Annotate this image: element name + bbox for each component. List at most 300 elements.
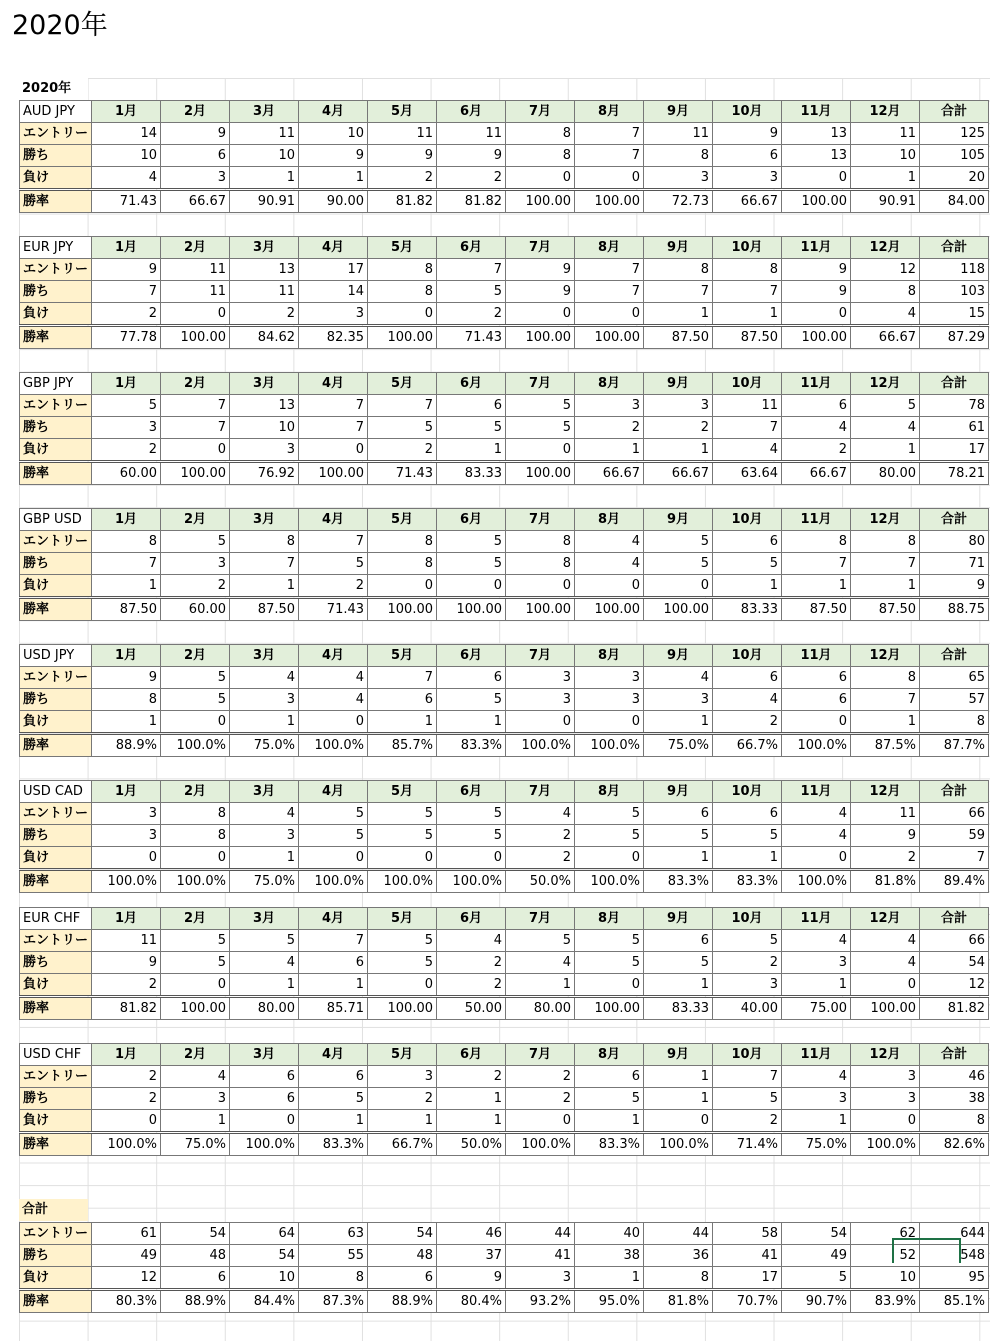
value-cell[interactable]: 36 <box>644 1245 713 1267</box>
value-cell[interactable]: 9 <box>851 825 920 847</box>
value-cell[interactable]: 60.00 <box>92 462 161 485</box>
value-cell[interactable]: 5 <box>575 1088 644 1110</box>
value-cell[interactable]: 2 <box>506 825 575 847</box>
value-cell[interactable]: 60.00 <box>161 598 230 621</box>
value-cell[interactable]: 5 <box>575 803 644 825</box>
month-header-cell[interactable]: 6月 <box>437 373 506 395</box>
row-label-cell[interactable]: エントリー <box>20 531 92 553</box>
month-header-cell[interactable]: 合計 <box>920 908 989 930</box>
value-cell[interactable]: 40 <box>575 1223 644 1245</box>
value-cell[interactable]: 11 <box>230 281 299 303</box>
value-cell[interactable]: 3 <box>644 167 713 190</box>
month-header-cell[interactable]: 8月 <box>575 373 644 395</box>
month-header-cell[interactable]: 合計 <box>920 237 989 259</box>
value-cell[interactable]: 5 <box>368 803 437 825</box>
value-cell[interactable]: 6 <box>713 531 782 553</box>
value-cell[interactable]: 125 <box>920 123 989 145</box>
row-label-cell[interactable]: 勝率 <box>20 870 92 893</box>
value-cell[interactable]: 63 <box>299 1223 368 1245</box>
value-cell[interactable]: 2 <box>713 711 782 734</box>
value-cell[interactable]: 87.50 <box>644 326 713 349</box>
value-cell[interactable]: 4 <box>230 803 299 825</box>
value-cell[interactable]: 0 <box>437 575 506 598</box>
value-cell[interactable]: 5 <box>368 417 437 439</box>
value-cell[interactable]: 11 <box>161 259 230 281</box>
value-cell[interactable]: 3 <box>506 667 575 689</box>
value-cell[interactable]: 80.00 <box>230 997 299 1020</box>
value-cell[interactable]: 100.00 <box>782 326 851 349</box>
value-cell[interactable]: 0 <box>851 1110 920 1133</box>
month-header-cell[interactable]: 1月 <box>92 101 161 123</box>
month-header-cell[interactable]: 9月 <box>644 1044 713 1066</box>
value-cell[interactable]: 2 <box>506 1088 575 1110</box>
month-header-cell[interactable]: 12月 <box>851 237 920 259</box>
value-cell[interactable]: 6 <box>782 395 851 417</box>
value-cell[interactable]: 75.0% <box>230 870 299 893</box>
value-cell[interactable]: 100.00 <box>575 598 644 621</box>
value-cell[interactable]: 6 <box>368 689 437 711</box>
value-cell[interactable]: 7 <box>713 1066 782 1088</box>
value-cell[interactable]: 0 <box>299 847 368 870</box>
row-label-cell[interactable]: 勝ち <box>20 417 92 439</box>
month-header-cell[interactable]: 6月 <box>437 237 506 259</box>
value-cell[interactable]: 5 <box>437 689 506 711</box>
month-header-cell[interactable]: 5月 <box>368 781 437 803</box>
row-label-cell[interactable]: 負け <box>20 1267 92 1290</box>
value-cell[interactable]: 2 <box>437 167 506 190</box>
value-cell[interactable]: 17 <box>920 439 989 462</box>
value-cell[interactable]: 0 <box>506 303 575 326</box>
value-cell[interactable]: 7 <box>368 667 437 689</box>
value-cell[interactable]: 52 <box>851 1245 920 1267</box>
value-cell[interactable]: 5 <box>506 395 575 417</box>
month-header-cell[interactable]: 3月 <box>230 908 299 930</box>
value-cell[interactable]: 83.3% <box>437 734 506 757</box>
value-cell[interactable]: 3 <box>713 167 782 190</box>
month-header-cell[interactable]: 1月 <box>92 373 161 395</box>
month-header-cell[interactable]: 1月 <box>92 908 161 930</box>
value-cell[interactable]: 4 <box>713 439 782 462</box>
value-cell[interactable]: 9 <box>506 281 575 303</box>
value-cell[interactable]: 2 <box>713 952 782 974</box>
value-cell[interactable]: 58 <box>713 1223 782 1245</box>
value-cell[interactable]: 95 <box>920 1267 989 1290</box>
value-cell[interactable]: 11 <box>230 123 299 145</box>
month-header-cell[interactable]: 合計 <box>920 509 989 531</box>
value-cell[interactable]: 87.50 <box>782 598 851 621</box>
value-cell[interactable]: 66 <box>920 930 989 952</box>
month-header-cell[interactable]: 4月 <box>299 645 368 667</box>
value-cell[interactable]: 5 <box>437 803 506 825</box>
value-cell[interactable]: 1 <box>851 439 920 462</box>
value-cell[interactable]: 5 <box>161 667 230 689</box>
value-cell[interactable]: 548 <box>920 1245 989 1267</box>
value-cell[interactable]: 82.35 <box>299 326 368 349</box>
value-cell[interactable]: 81.8% <box>851 870 920 893</box>
value-cell[interactable]: 3 <box>299 303 368 326</box>
value-cell[interactable]: 71.43 <box>368 462 437 485</box>
value-cell[interactable]: 81.82 <box>920 997 989 1020</box>
month-header-cell[interactable]: 5月 <box>368 908 437 930</box>
pair-name-cell[interactable]: USD CAD <box>20 781 92 803</box>
value-cell[interactable]: 81.82 <box>92 997 161 1020</box>
value-cell[interactable]: 0 <box>575 575 644 598</box>
value-cell[interactable]: 8 <box>368 281 437 303</box>
value-cell[interactable]: 2 <box>437 1066 506 1088</box>
month-header-cell[interactable]: 8月 <box>575 237 644 259</box>
value-cell[interactable]: 4 <box>230 667 299 689</box>
value-cell[interactable]: 8 <box>920 711 989 734</box>
value-cell[interactable]: 4 <box>92 167 161 190</box>
value-cell[interactable]: 100.00 <box>851 997 920 1020</box>
value-cell[interactable]: 4 <box>299 689 368 711</box>
value-cell[interactable]: 44 <box>644 1223 713 1245</box>
value-cell[interactable]: 4 <box>782 930 851 952</box>
value-cell[interactable]: 3 <box>575 395 644 417</box>
value-cell[interactable]: 64 <box>230 1223 299 1245</box>
month-header-cell[interactable]: 6月 <box>437 101 506 123</box>
pair-name-cell[interactable]: USD JPY <box>20 645 92 667</box>
month-header-cell[interactable]: 3月 <box>230 509 299 531</box>
pair-name-cell[interactable]: USD CHF <box>20 1044 92 1066</box>
row-label-cell[interactable]: 勝率 <box>20 190 92 213</box>
row-label-cell[interactable]: 勝率 <box>20 734 92 757</box>
value-cell[interactable]: 5 <box>161 930 230 952</box>
value-cell[interactable]: 44 <box>506 1223 575 1245</box>
value-cell[interactable]: 100.0% <box>299 734 368 757</box>
value-cell[interactable]: 4 <box>713 689 782 711</box>
value-cell[interactable]: 11 <box>851 803 920 825</box>
value-cell[interactable]: 100.0% <box>368 870 437 893</box>
value-cell[interactable]: 100.00 <box>368 997 437 1020</box>
row-label-cell[interactable]: エントリー <box>20 123 92 145</box>
value-cell[interactable]: 4 <box>782 825 851 847</box>
value-cell[interactable]: 84.00 <box>920 190 989 213</box>
value-cell[interactable]: 83.3% <box>299 1133 368 1156</box>
value-cell[interactable]: 10 <box>230 417 299 439</box>
value-cell[interactable]: 70.7% <box>713 1290 782 1313</box>
value-cell[interactable]: 2 <box>92 1088 161 1110</box>
row-label-cell[interactable]: 勝率 <box>20 462 92 485</box>
month-header-cell[interactable]: 10月 <box>713 373 782 395</box>
value-cell[interactable]: 81.8% <box>644 1290 713 1313</box>
value-cell[interactable]: 3 <box>368 1066 437 1088</box>
value-cell[interactable]: 87.50 <box>230 598 299 621</box>
value-cell[interactable]: 75.00 <box>782 997 851 1020</box>
value-cell[interactable]: 85.1% <box>920 1290 989 1313</box>
value-cell[interactable]: 4 <box>230 952 299 974</box>
value-cell[interactable]: 6 <box>644 930 713 952</box>
value-cell[interactable]: 2 <box>92 1066 161 1088</box>
value-cell[interactable]: 5 <box>437 281 506 303</box>
value-cell[interactable]: 2 <box>368 439 437 462</box>
value-cell[interactable]: 84.4% <box>230 1290 299 1313</box>
value-cell[interactable]: 6 <box>575 1066 644 1088</box>
month-header-cell[interactable]: 7月 <box>506 908 575 930</box>
value-cell[interactable]: 5 <box>161 689 230 711</box>
value-cell[interactable]: 8 <box>782 531 851 553</box>
value-cell[interactable]: 83.3% <box>575 1133 644 1156</box>
value-cell[interactable]: 83.3% <box>644 870 713 893</box>
value-cell[interactable]: 75.0% <box>230 734 299 757</box>
month-header-cell[interactable]: 6月 <box>437 509 506 531</box>
value-cell[interactable]: 6 <box>161 145 230 167</box>
value-cell[interactable]: 9 <box>782 281 851 303</box>
row-label-cell[interactable]: 負け <box>20 974 92 997</box>
month-header-cell[interactable]: 3月 <box>230 237 299 259</box>
month-header-cell[interactable]: 10月 <box>713 101 782 123</box>
value-cell[interactable]: 1 <box>437 1088 506 1110</box>
value-cell[interactable]: 87.29 <box>920 326 989 349</box>
value-cell[interactable]: 46 <box>437 1223 506 1245</box>
month-header-cell[interactable]: 9月 <box>644 237 713 259</box>
value-cell[interactable]: 1 <box>644 439 713 462</box>
value-cell[interactable]: 0 <box>437 847 506 870</box>
value-cell[interactable]: 9 <box>506 259 575 281</box>
value-cell[interactable]: 3 <box>782 1088 851 1110</box>
value-cell[interactable]: 54 <box>230 1245 299 1267</box>
month-header-cell[interactable]: 10月 <box>713 781 782 803</box>
value-cell[interactable]: 38 <box>920 1088 989 1110</box>
value-cell[interactable]: 2 <box>92 303 161 326</box>
value-cell[interactable]: 71.43 <box>299 598 368 621</box>
value-cell[interactable]: 1 <box>851 575 920 598</box>
value-cell[interactable]: 72.73 <box>644 190 713 213</box>
value-cell[interactable]: 83.33 <box>713 598 782 621</box>
month-header-cell[interactable]: 12月 <box>851 373 920 395</box>
row-label-cell[interactable]: 勝ち <box>20 825 92 847</box>
month-header-cell[interactable]: 8月 <box>575 781 644 803</box>
month-header-cell[interactable]: 2月 <box>161 373 230 395</box>
value-cell[interactable]: 2 <box>437 974 506 997</box>
value-cell[interactable]: 8 <box>506 553 575 575</box>
row-label-cell[interactable]: 勝ち <box>20 689 92 711</box>
month-header-cell[interactable]: 2月 <box>161 237 230 259</box>
month-header-cell[interactable]: 4月 <box>299 1044 368 1066</box>
month-header-cell[interactable]: 6月 <box>437 645 506 667</box>
value-cell[interactable]: 88.9% <box>368 1290 437 1313</box>
value-cell[interactable]: 81.82 <box>368 190 437 213</box>
value-cell[interactable]: 54 <box>161 1223 230 1245</box>
value-cell[interactable]: 5 <box>368 930 437 952</box>
value-cell[interactable]: 54 <box>920 952 989 974</box>
value-cell[interactable]: 3 <box>575 689 644 711</box>
value-cell[interactable]: 3 <box>92 417 161 439</box>
value-cell[interactable]: 4 <box>851 417 920 439</box>
month-header-cell[interactable]: 1月 <box>92 1044 161 1066</box>
month-header-cell[interactable]: 3月 <box>230 1044 299 1066</box>
value-cell[interactable]: 7 <box>713 417 782 439</box>
value-cell[interactable]: 100.0% <box>506 1133 575 1156</box>
month-header-cell[interactable]: 12月 <box>851 908 920 930</box>
row-label-cell[interactable]: 勝ち <box>20 1088 92 1110</box>
month-header-cell[interactable]: 10月 <box>713 908 782 930</box>
value-cell[interactable]: 90.7% <box>782 1290 851 1313</box>
value-cell[interactable]: 3 <box>230 689 299 711</box>
value-cell[interactable]: 6 <box>368 1267 437 1290</box>
month-header-cell[interactable]: 2月 <box>161 101 230 123</box>
row-label-cell[interactable]: エントリー <box>20 395 92 417</box>
value-cell[interactable]: 50.0% <box>506 870 575 893</box>
value-cell[interactable]: 83.33 <box>437 462 506 485</box>
value-cell[interactable]: 10 <box>230 145 299 167</box>
pair-name-cell[interactable]: GBP USD <box>20 509 92 531</box>
value-cell[interactable]: 5 <box>437 553 506 575</box>
month-header-cell[interactable]: 4月 <box>299 908 368 930</box>
month-header-cell[interactable]: 5月 <box>368 1044 437 1066</box>
value-cell[interactable]: 62 <box>851 1223 920 1245</box>
value-cell[interactable]: 4 <box>644 667 713 689</box>
value-cell[interactable]: 4 <box>782 417 851 439</box>
row-label-cell[interactable]: 勝ち <box>20 952 92 974</box>
month-header-cell[interactable]: 3月 <box>230 781 299 803</box>
value-cell[interactable]: 8 <box>644 145 713 167</box>
value-cell[interactable]: 8 <box>713 259 782 281</box>
month-header-cell[interactable]: 合計 <box>920 645 989 667</box>
value-cell[interactable]: 2 <box>506 847 575 870</box>
value-cell[interactable]: 11 <box>437 123 506 145</box>
month-header-cell[interactable]: 1月 <box>92 645 161 667</box>
month-header-cell[interactable]: 11月 <box>782 101 851 123</box>
value-cell[interactable]: 76.92 <box>230 462 299 485</box>
value-cell[interactable]: 13 <box>230 395 299 417</box>
month-header-cell[interactable]: 11月 <box>782 237 851 259</box>
month-header-cell[interactable]: 5月 <box>368 237 437 259</box>
value-cell[interactable]: 5 <box>575 952 644 974</box>
value-cell[interactable]: 3 <box>161 1088 230 1110</box>
value-cell[interactable]: 6 <box>299 952 368 974</box>
value-cell[interactable]: 1 <box>230 847 299 870</box>
value-cell[interactable]: 5 <box>437 417 506 439</box>
value-cell[interactable]: 93.2% <box>506 1290 575 1313</box>
month-header-cell[interactable]: 8月 <box>575 645 644 667</box>
value-cell[interactable]: 66 <box>920 803 989 825</box>
value-cell[interactable]: 14 <box>92 123 161 145</box>
value-cell[interactable]: 13 <box>782 145 851 167</box>
value-cell[interactable]: 88.9% <box>92 734 161 757</box>
value-cell[interactable]: 100.0% <box>161 870 230 893</box>
value-cell[interactable]: 66.67 <box>851 326 920 349</box>
value-cell[interactable]: 41 <box>506 1245 575 1267</box>
value-cell[interactable]: 1 <box>299 167 368 190</box>
value-cell[interactable]: 87.3% <box>299 1290 368 1313</box>
month-header-cell[interactable]: 9月 <box>644 908 713 930</box>
value-cell[interactable]: 100.0% <box>92 1133 161 1156</box>
value-cell[interactable]: 0 <box>299 439 368 462</box>
month-header-cell[interactable]: 11月 <box>782 373 851 395</box>
value-cell[interactable]: 0 <box>368 303 437 326</box>
value-cell[interactable]: 100.00 <box>644 598 713 621</box>
value-cell[interactable]: 5 <box>230 930 299 952</box>
value-cell[interactable]: 2 <box>368 167 437 190</box>
value-cell[interactable]: 0 <box>575 167 644 190</box>
value-cell[interactable]: 57 <box>920 689 989 711</box>
value-cell[interactable]: 100.0% <box>782 870 851 893</box>
value-cell[interactable]: 5 <box>713 825 782 847</box>
value-cell[interactable]: 8 <box>920 1110 989 1133</box>
value-cell[interactable]: 82.6% <box>920 1133 989 1156</box>
month-header-cell[interactable]: 4月 <box>299 781 368 803</box>
value-cell[interactable]: 10 <box>851 1267 920 1290</box>
value-cell[interactable]: 1 <box>713 575 782 598</box>
value-cell[interactable]: 3 <box>782 952 851 974</box>
value-cell[interactable]: 8 <box>368 531 437 553</box>
month-header-cell[interactable]: 2月 <box>161 509 230 531</box>
value-cell[interactable]: 0 <box>506 711 575 734</box>
month-header-cell[interactable]: 10月 <box>713 509 782 531</box>
value-cell[interactable]: 7 <box>851 553 920 575</box>
value-cell[interactable]: 2 <box>506 1066 575 1088</box>
value-cell[interactable]: 10 <box>230 1267 299 1290</box>
value-cell[interactable]: 7 <box>713 281 782 303</box>
value-cell[interactable]: 3 <box>851 1066 920 1088</box>
value-cell[interactable]: 3 <box>644 689 713 711</box>
value-cell[interactable]: 0 <box>299 711 368 734</box>
month-header-cell[interactable]: 5月 <box>368 101 437 123</box>
month-header-cell[interactable]: 1月 <box>92 781 161 803</box>
value-cell[interactable]: 5 <box>713 1088 782 1110</box>
month-header-cell[interactable]: 4月 <box>299 237 368 259</box>
month-header-cell[interactable]: 10月 <box>713 645 782 667</box>
value-cell[interactable]: 5 <box>851 395 920 417</box>
value-cell[interactable]: 100.0% <box>92 870 161 893</box>
value-cell[interactable]: 3 <box>161 167 230 190</box>
value-cell[interactable]: 100.0% <box>437 870 506 893</box>
value-cell[interactable]: 100.00 <box>782 190 851 213</box>
value-cell[interactable]: 7 <box>437 259 506 281</box>
month-header-cell[interactable]: 8月 <box>575 101 644 123</box>
pair-name-cell[interactable]: AUD JPY <box>20 101 92 123</box>
value-cell[interactable]: 71.43 <box>92 190 161 213</box>
month-header-cell[interactable]: 5月 <box>368 645 437 667</box>
value-cell[interactable]: 4 <box>851 930 920 952</box>
month-header-cell[interactable]: 9月 <box>644 101 713 123</box>
value-cell[interactable]: 5 <box>299 825 368 847</box>
value-cell[interactable]: 3 <box>506 689 575 711</box>
value-cell[interactable]: 87.50 <box>851 598 920 621</box>
value-cell[interactable]: 11 <box>161 281 230 303</box>
value-cell[interactable]: 10 <box>92 145 161 167</box>
value-cell[interactable]: 0 <box>575 711 644 734</box>
value-cell[interactable]: 0 <box>92 1110 161 1133</box>
value-cell[interactable]: 4 <box>851 952 920 974</box>
value-cell[interactable]: 5 <box>437 825 506 847</box>
year-label-cell[interactable]: 2020年 <box>19 78 88 100</box>
value-cell[interactable]: 89.4% <box>920 870 989 893</box>
value-cell[interactable]: 7 <box>299 417 368 439</box>
value-cell[interactable]: 2 <box>368 1088 437 1110</box>
value-cell[interactable]: 8 <box>506 123 575 145</box>
value-cell[interactable]: 5 <box>437 531 506 553</box>
value-cell[interactable]: 83.33 <box>644 997 713 1020</box>
value-cell[interactable]: 9 <box>161 123 230 145</box>
value-cell[interactable]: 8 <box>230 531 299 553</box>
month-header-cell[interactable]: 9月 <box>644 509 713 531</box>
value-cell[interactable]: 20 <box>920 167 989 190</box>
value-cell[interactable]: 4 <box>299 667 368 689</box>
value-cell[interactable]: 59 <box>920 825 989 847</box>
value-cell[interactable]: 66.67 <box>782 462 851 485</box>
value-cell[interactable]: 4 <box>851 303 920 326</box>
value-cell[interactable]: 38 <box>575 1245 644 1267</box>
value-cell[interactable]: 5 <box>299 803 368 825</box>
value-cell[interactable]: 88.75 <box>920 598 989 621</box>
value-cell[interactable]: 1 <box>851 167 920 190</box>
value-cell[interactable]: 78.21 <box>920 462 989 485</box>
month-header-cell[interactable]: 3月 <box>230 101 299 123</box>
row-label-cell[interactable]: エントリー <box>20 667 92 689</box>
value-cell[interactable]: 1 <box>575 1110 644 1133</box>
